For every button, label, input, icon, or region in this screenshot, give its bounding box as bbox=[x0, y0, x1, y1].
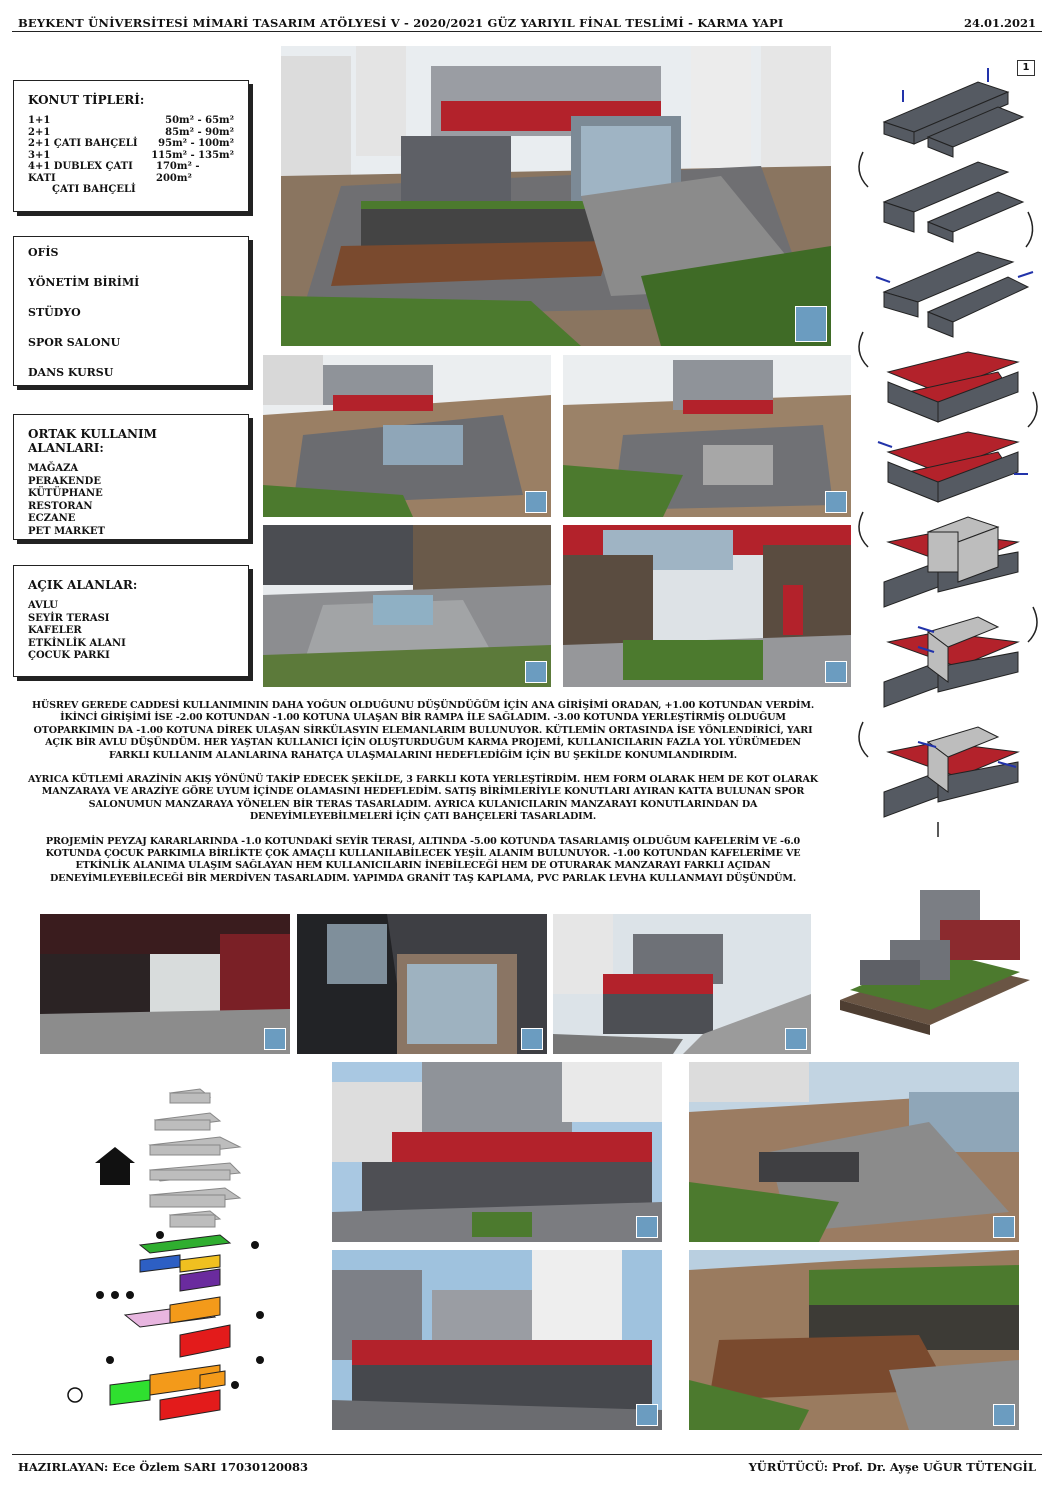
ortak-item: PET MARKET bbox=[28, 525, 105, 537]
render-courtyard-1 bbox=[263, 525, 551, 687]
render-aerial-2 bbox=[563, 355, 851, 517]
konut-row-continued bbox=[28, 184, 234, 196]
render-aerial-1 bbox=[263, 355, 551, 517]
lumion-logo bbox=[525, 491, 547, 513]
konut-tipleri-panel bbox=[13, 80, 249, 212]
konut-area: 115m² - 135m² bbox=[151, 149, 234, 161]
konut-area: 85m² - 90m² bbox=[165, 126, 234, 138]
render-courtyard-2 bbox=[563, 525, 851, 687]
prepared-by: HAZIRLAYAN: Ece Özlem SARI 17030120083 bbox=[18, 1460, 308, 1474]
ortak-title: ORTAK KULLANIM ALANLARI: bbox=[28, 427, 157, 455]
acik-title: AÇIK ALANLAR: bbox=[28, 578, 138, 592]
ortak-item: ECZANE bbox=[28, 513, 76, 524]
konut-type: 4+1 DUBLEX ÇATI KATI bbox=[28, 161, 133, 184]
konut-row bbox=[28, 150, 234, 162]
ortak-item: PERAKENDE bbox=[28, 475, 101, 487]
hero-render bbox=[281, 46, 831, 346]
konut-type: 2+1 bbox=[28, 126, 51, 138]
ortak-item: RESTORAN bbox=[28, 500, 93, 512]
render-bottom-1 bbox=[332, 1062, 662, 1242]
massing-evolution-diagram bbox=[848, 62, 1048, 842]
lumion-logo bbox=[825, 661, 847, 683]
function-item-dans: DANS KURSU bbox=[28, 366, 114, 379]
instructor: YÜRÜTÜCÜ: Prof. Dr. Ayşe UĞUR TÜTENGİL bbox=[748, 1460, 1036, 1474]
konut-row bbox=[28, 127, 234, 139]
description-paragraph: PROJEMİN PEYZAJ KARARLARINDA -1.0 KOTUNDAKİ SEYİR TERASI, ALTINDA -5.00 KOTUNDA TASARLAMIŞ OLDUĞUM KAFELERİM VE -6.0 KOTUNDA ÇOCUK PARKIMLA BİRLİKTE ÇOK AMAÇLI KULLANILABİLECEK YEŞİL ALANIM BULUNUYOR. -1.00 KOTUNDAN KAFELERİME VE ETKİNLİK ALANIMA ULAŞIM SAĞLAYAN HEM KULLANICILARIN İNEBİLECEĞİ HEM DE OTURARAK MANZARAYI FARKLI AÇIDAN DENEYİMLEYEBİLECEĞİ BİR MERDİVEN TASARLADIM. YAPIMDA GRANİT TAŞ KAPLAMA, PVC PARLAK LEVHA KULLANMAYI DÜŞÜNDÜM. bbox=[45, 835, 801, 884]
final-mass-render bbox=[830, 860, 1038, 1035]
description-paragraph: AYRICA KÜTLEMİ ARAZİNİN AKIŞ YÖNÜNÜ TAKİP EDECEK ŞEKİLDE, 3 FARKLI KOTA YERLEŞTİRDİM. HEM FORM OLARAK HEM DE KOT OLARAK MANZARAYA VE ARAZİYE GÖRE UYUM İÇİNDE OLAMASINI HEDEFLEDİM. SATIŞ BİRİMLERİYLE KONUTLARI AYIRAN KATTA BULUNAN SPOR SALONUMUN MANZARAYA YÖNELEN BİR TERAS TASARLADIM. AYRICA KULANICILARIN MANZARAYI KONUTLARINDAN DA DENEYİMLEYEBİLMELERİ İÇİN ÇATI BAHÇELERİ TASARLADIM. bbox=[28, 774, 818, 823]
sheet-title: BEYKENT ÜNİVERSİTESİ MİMARİ TASARIM ATÖLYESİ V - 2020/2021 GÜZ YARIYIL FİNAL TESLİMİ - KARMA YAPI bbox=[18, 16, 784, 30]
lumion-logo bbox=[636, 1404, 658, 1426]
sheet-date: 24.01.2021 bbox=[963, 16, 1036, 30]
render-bottom-2 bbox=[689, 1062, 1019, 1242]
acik-alanlar-panel bbox=[13, 565, 249, 677]
acik-item: SEYİR TERASI bbox=[28, 612, 110, 624]
project-description bbox=[28, 700, 818, 897]
ortak-item: KÜTÜPHANE bbox=[28, 488, 103, 499]
function-item-ofis: OFİS bbox=[28, 246, 59, 259]
lumion-logo bbox=[521, 1028, 543, 1050]
lumion-logo bbox=[825, 491, 847, 513]
konut-type: ÇATI BAHÇELİ bbox=[52, 184, 136, 195]
lumion-logo bbox=[785, 1028, 807, 1050]
konut-title: KONUT TİPLERİ: bbox=[28, 93, 145, 107]
acik-item: KAFELER bbox=[28, 625, 82, 636]
render-street-view bbox=[553, 914, 811, 1054]
function-item-spor: SPOR SALONU bbox=[28, 336, 121, 349]
lumion-logo bbox=[636, 1216, 658, 1238]
acik-item: ETKİNLİK ALANI bbox=[28, 637, 126, 649]
lumion-logo bbox=[795, 306, 827, 342]
lumion-logo bbox=[525, 661, 547, 683]
description-paragraph: HÜSREV GEREDE CADDESİ KULLANIMININ DAHA YOĞUN OLDUĞUNU DÜŞÜNDÜĞÜM İÇİN ANA GİRİŞİMİ ORADAN, +1.00 KOTUNDAN VERDİM. İKİNCİ GİRİŞİMİ İSE -2.00 KOTUNDAN -1.00 KOTUNA ULAŞAN BİR RAMPA İLE SAĞLADIM. -3.00 KOTUNDA YERLEŞTİRMİŞ OLDUĞUM OTOPARKIMIN DA -1.00 KOTUNA DİREK ULAŞAN SİRKÜLASYIN ELEMANLARIM BULUNUYOR. KÜTLEMİN ORTASINDA İSE YÖNLENDİRİCİ, YARI AÇIK BİR AVLU DÜŞÜNDÜM. HER YAŞTAN KULLANICI İÇİN OLUŞTURDUĞUM KARMA PROJEMİ, KULLANICILARIN FAZLA YOL YÜRÜMEDEN FARKLI KULLANIM ALANLARINA RAHATÇA ULAŞMALARINI HEDEFLEDİĞİM İÇİN BU ŞEKİLDE KONUMLANDIRDIM. bbox=[31, 700, 815, 761]
konut-area: 95m² - 100m² bbox=[158, 138, 234, 149]
konut-type: 1+1 bbox=[28, 115, 51, 126]
acik-item: ÇOCUK PARKI bbox=[28, 650, 110, 661]
function-item-yonetim: YÖNETİM BİRİMİ bbox=[28, 276, 140, 289]
lumion-logo bbox=[264, 1028, 286, 1050]
render-facade-glass bbox=[297, 914, 547, 1054]
sheet-footer bbox=[12, 1454, 1042, 1478]
lumion-logo bbox=[993, 1216, 1015, 1238]
sheet-header bbox=[12, 14, 1042, 32]
acik-item: AVLU bbox=[28, 600, 58, 611]
konut-row bbox=[28, 138, 234, 150]
ortak-item: MAĞAZA bbox=[28, 463, 79, 474]
render-entrance bbox=[40, 914, 290, 1054]
konut-area: 170m² - 200m² bbox=[156, 161, 200, 184]
konut-type: 2+1 ÇATI BAHÇELİ bbox=[28, 138, 138, 149]
konut-area: 50m² - 65m² bbox=[165, 115, 234, 126]
render-bottom-4 bbox=[689, 1250, 1019, 1430]
konut-row bbox=[28, 161, 234, 184]
function-item-studyo: STÜDYO bbox=[28, 306, 81, 319]
konut-type: 3+1 bbox=[28, 149, 51, 161]
ortak-kullanim-panel bbox=[13, 414, 249, 540]
function-stack-diagram bbox=[40, 1085, 310, 1435]
render-bottom-3 bbox=[332, 1250, 662, 1430]
functions-panel bbox=[13, 236, 249, 386]
lumion-logo bbox=[993, 1404, 1015, 1426]
konut-row bbox=[28, 115, 234, 127]
sheet-number: 1 bbox=[1017, 60, 1035, 76]
